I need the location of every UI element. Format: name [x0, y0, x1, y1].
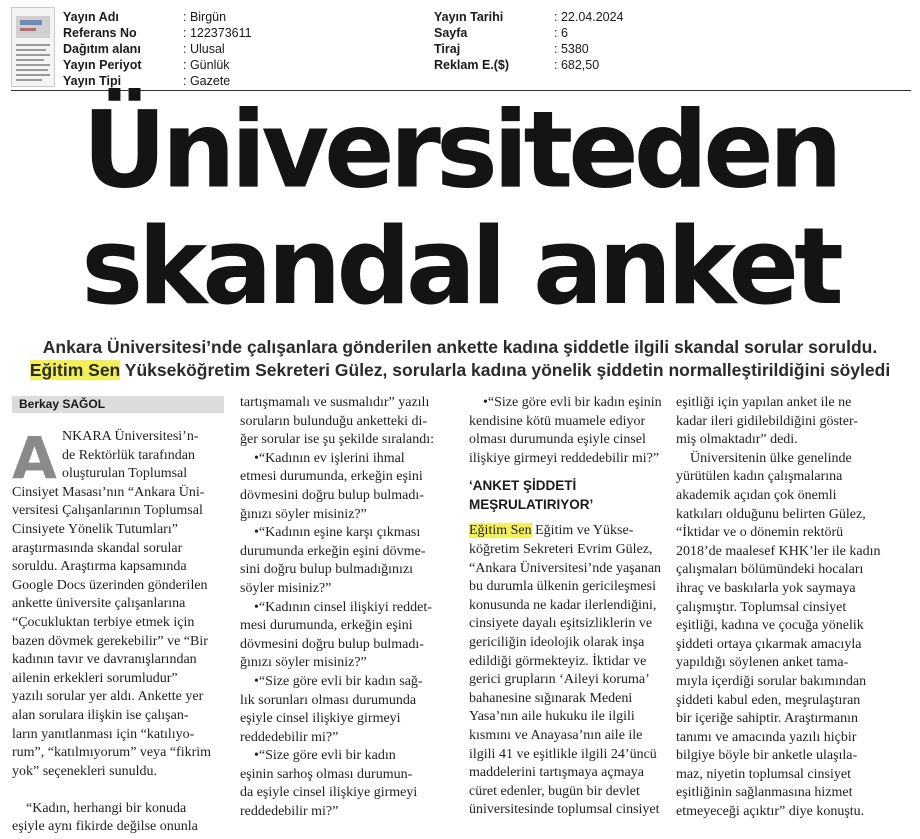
- meta-value: : Gazete: [183, 74, 231, 88]
- article-headline: [0, 87, 920, 329]
- article-deck: [0, 336, 920, 382]
- meta-row: [63, 25, 252, 41]
- text-line: yazılı sorular yer aldı. Ankette yer: [12, 689, 204, 705]
- meta-key: Dağıtım alanı: [63, 42, 141, 56]
- text-line: ların yanıtlanması için “katılıyo-: [12, 726, 195, 742]
- meta-key: Yayın Tarihi: [434, 10, 504, 24]
- text-line: ğınızı söyler misiniz?”: [240, 506, 367, 522]
- meta-row: [434, 9, 624, 25]
- text-line: Üniversitenin ülke genelinde: [690, 450, 852, 466]
- text-line: bilgiye böyle bir anketle ulaşıla-: [676, 748, 858, 764]
- text-line: eşinin sarhoş olması durumun-: [240, 766, 413, 782]
- highlighted-text: Eğitim Sen: [29, 360, 121, 380]
- meta-row: [434, 41, 624, 57]
- text-line: “Ankara Üniversitesi’nde yaşanan: [469, 560, 662, 576]
- text-line: sini doğru bulup bulmadığınızı: [240, 562, 414, 578]
- meta-value: : 122373611: [183, 26, 252, 40]
- text-line: durumunda erkeğin eşini dövme-: [240, 543, 426, 559]
- text-line: çalışmaları bölümündeki hocaları: [676, 562, 864, 578]
- text-line: köğretim Sekreteri Evrim Gülez,: [469, 541, 653, 557]
- text-line: “Kadın, herhangi bir konuda: [26, 800, 187, 816]
- meta-key: Referans No: [63, 26, 137, 40]
- text-line: NKARA Üniversitesi’n-: [62, 429, 199, 444]
- text-line: [12, 781, 226, 800]
- text-line: yok” seçenekleri sunuldu.: [12, 763, 158, 779]
- meta-value: : 22.04.2024: [554, 10, 624, 24]
- text-line: soruların bulunduğu anketteki di-: [240, 413, 428, 429]
- headline-line: skandal anket: [81, 203, 839, 329]
- text-line: alan sorulara ilişkin ise çalışan-: [12, 707, 189, 723]
- headline-line: Üniversiteden: [82, 87, 838, 213]
- text-line: araştırmasında skandal sorular: [12, 540, 183, 556]
- text-line: ihraç ve baskılarla yok saymaya: [676, 580, 856, 596]
- meta-value: : 6: [554, 26, 568, 40]
- text-line: dövmesini doğru bulup bulmadı-: [240, 636, 424, 652]
- text-line: akademik açıdan çok önemli: [676, 487, 837, 503]
- text-line: eşitliği için yapılan anket ile ne: [676, 395, 852, 410]
- text-line: katkıları olduğunu belirten Gülez,: [676, 506, 866, 522]
- meta-key: Tiraj: [434, 42, 461, 56]
- text-line: yapıldığı söylenen anket tama-: [676, 655, 849, 671]
- meta-row: [434, 25, 624, 41]
- text-line: lık sorunları olması durumunda: [240, 692, 417, 708]
- meta-row: [63, 57, 252, 73]
- text-line: kadının tavır ve davranışlarından: [12, 652, 197, 668]
- deck-line: Ankara Üniversitesi’nde çalışanlara gönderilen ankette kadına şiddetle ilgili skandal sorular soruldu.: [42, 337, 878, 357]
- meta-key: Sayfa: [434, 26, 468, 40]
- text-line: •“Kadının ev işlerini ihmal: [254, 450, 405, 466]
- text-line: eşiyle aynı fikirde değilse onunla: [12, 819, 198, 835]
- newspaper-thumbnail: [11, 7, 55, 87]
- text-line: ailenin erkekleri sorumludur”: [12, 670, 178, 686]
- drop-cap: A: [12, 424, 57, 492]
- deck-line: [0, 359, 920, 382]
- text-line: eşitliğinin sağlanmasına hizmet: [676, 785, 853, 801]
- text-line: şiddeti ortaya çıkarmak amacıyla: [676, 636, 862, 652]
- meta-key: Yayın Tipi: [63, 74, 122, 88]
- text-line: ğer sorular ise şu şekilde sıralandı:: [240, 432, 435, 448]
- text-line: de Rektörlük tarafından: [62, 447, 195, 463]
- meta-key: Reklam E.($): [434, 58, 510, 72]
- text-line-rest: Eğitim ve Yükse-: [531, 523, 634, 539]
- author-byline: Berkay SAĞOL: [12, 396, 224, 413]
- text-line: yürütülen kadın çalışmalarına: [676, 469, 843, 485]
- meta-value: : Günlük: [183, 58, 230, 72]
- text-line: reddedebilir mi?”: [240, 804, 339, 820]
- meta-row: [63, 73, 252, 89]
- text-line: ilişkiye girmeyi reddedebilir mi?”: [469, 450, 660, 466]
- text-line: •“Size göre evli bir kadın sağ-: [254, 673, 423, 689]
- meta-value: : Ulusal: [183, 42, 225, 56]
- text-line: [469, 522, 669, 541]
- text-line: versitesi Çalışanlarının Toplumsal: [12, 503, 203, 519]
- text-line: gerici grupların ‘Aileyi koruma’: [469, 672, 650, 688]
- text-line: maddelerini tartışmaya açmaya: [469, 765, 644, 781]
- text-line: ğınızı söyler misiniz?”: [240, 655, 367, 671]
- text-line: mesi durumunda, erkeğin eşini: [240, 618, 413, 634]
- text-column-4: [676, 394, 916, 822]
- text-line: üniversitesinde toplumsal cinsiyet: [469, 802, 660, 818]
- subheading-line: MEŞRULATIRIYOR’: [469, 497, 594, 513]
- text-column-3: [469, 394, 669, 820]
- text-column-2: [240, 394, 453, 822]
- text-line: Cinsiyet Masası’nın “Ankara Üni-: [12, 484, 205, 500]
- meta-row: [63, 9, 252, 25]
- text-line: soruldu. Araştırma kapsamında: [12, 559, 187, 575]
- text-line: •“Kadının cinsel ilişkiyi reddet-: [254, 599, 432, 615]
- text-line: rum”, “katılmıyorum” veya “fikrim: [12, 745, 212, 761]
- meta-value: : Birgün: [183, 10, 227, 24]
- subheading-line: ‘ANKET ŞİDDETİ: [469, 478, 577, 494]
- text-line: edildiği görmekteyiz. İktidar ve: [469, 653, 647, 669]
- text-line: bahanesine sığınarak Medeni: [469, 690, 633, 706]
- text-line: ilgili 41 ve eşitlikle ilgili 24’üncü: [469, 746, 657, 762]
- text-line: Yasa’nın aile hukuku ile ilgili: [469, 709, 635, 725]
- text-line: eşiyle cinsel ilişkiye girmeyi: [240, 711, 401, 727]
- text-line: etmeyeceği açıktır” diye konuştu.: [676, 804, 865, 820]
- deck-line-rest: Yükseköğretim Sekreteri Gülez, sorularla kadına yönelik şiddetin normalleştirildiğini söyledi: [120, 360, 891, 380]
- text-line: şiddeti kabul eden, meşrulaştıran: [676, 692, 861, 708]
- text-line: bazen dövmek gerekebilir” ve “Bir: [12, 633, 208, 649]
- text-line: reddedebilir mi?”: [240, 729, 339, 745]
- text-line: olması durumunda eşiyle cinsel: [469, 432, 646, 448]
- text-line: “İktidar ve o dönemin rektörü: [676, 525, 844, 541]
- text-line: oluşturulan Toplumsal: [62, 466, 188, 482]
- text-line: çalışmıştır. Toplumsal cinsiyet: [676, 599, 847, 615]
- meta-key: Yayın Adı: [63, 10, 119, 24]
- text-line: ankette üniversite çalışanlarına: [12, 596, 186, 612]
- text-line: konusunda ne kadar ilerlendiğini,: [469, 597, 657, 613]
- text-line: Cinsiyete Yönelik Tutumları”: [12, 521, 178, 537]
- text-column-1: [12, 424, 226, 837]
- text-line: etmesi durumunda, erkeğin eşini: [240, 469, 423, 485]
- text-line: •“Size göre evli bir kadın: [254, 748, 396, 764]
- meta-key: Yayın Periyot: [63, 58, 142, 72]
- text-line: tartışmamalı ve susmalıdır” yazılı: [240, 395, 430, 410]
- text-line: mıyla içerdiği sorular bakımından: [676, 673, 867, 689]
- meta-value: : 682,50: [554, 58, 600, 72]
- text-line: •“Size göre evli bir kadın eşinin: [483, 395, 662, 410]
- text-line: kendisine kötü muamele ediyor: [469, 413, 646, 429]
- text-line: bir içeriğe sahiptir. Araştırmanın: [676, 711, 858, 727]
- meta-row: [63, 41, 252, 57]
- text-line: 2018’de maalesef KHK’ler ile kadın: [676, 543, 881, 559]
- text-line: Google Docs üzerinden gönderilen: [12, 577, 208, 593]
- text-line: dövmesini doğru bulup bulmadı-: [240, 487, 424, 503]
- text-line: gericiliğin ideolojik olarak inşa: [469, 634, 645, 650]
- meta-value: : 5380: [554, 42, 589, 56]
- text-line: kısmını ve Anayasa’nın aile ile: [469, 727, 643, 743]
- clipping-meta-left: [63, 9, 252, 89]
- meta-row: [434, 57, 624, 73]
- text-line: eşitliği, kadına ve çocuğa yönelik: [676, 618, 864, 634]
- clipping-meta-right: [434, 9, 624, 73]
- text-line: maz, niyetin toplumsal cinsiyet: [676, 766, 851, 782]
- text-line: cinsiyete dayalı eşitsizliklerin ve: [469, 616, 653, 632]
- text-line: bu durumla ülkenin gericileşmesi: [469, 579, 657, 595]
- text-line: da eşiyle cinsel ilişkiye girmeyi: [240, 785, 418, 801]
- text-line: cüret edenler, bugün bir devlet: [469, 783, 640, 799]
- text-line: kadar ileri gidilebildiğini göster-: [676, 413, 859, 429]
- text-line: tanımı ve amacında yazılı hiçbir: [676, 729, 857, 745]
- highlighted-text: Eğitim Sen: [469, 523, 532, 539]
- text-line: •“Kadının eşine karşı çıkması: [254, 525, 421, 541]
- text-line: “Çocukluktan terbiye etmek için: [12, 614, 195, 630]
- text-line: miş olmaktadır” dedi.: [676, 432, 798, 448]
- text-line: söyler misiniz?”: [240, 580, 332, 596]
